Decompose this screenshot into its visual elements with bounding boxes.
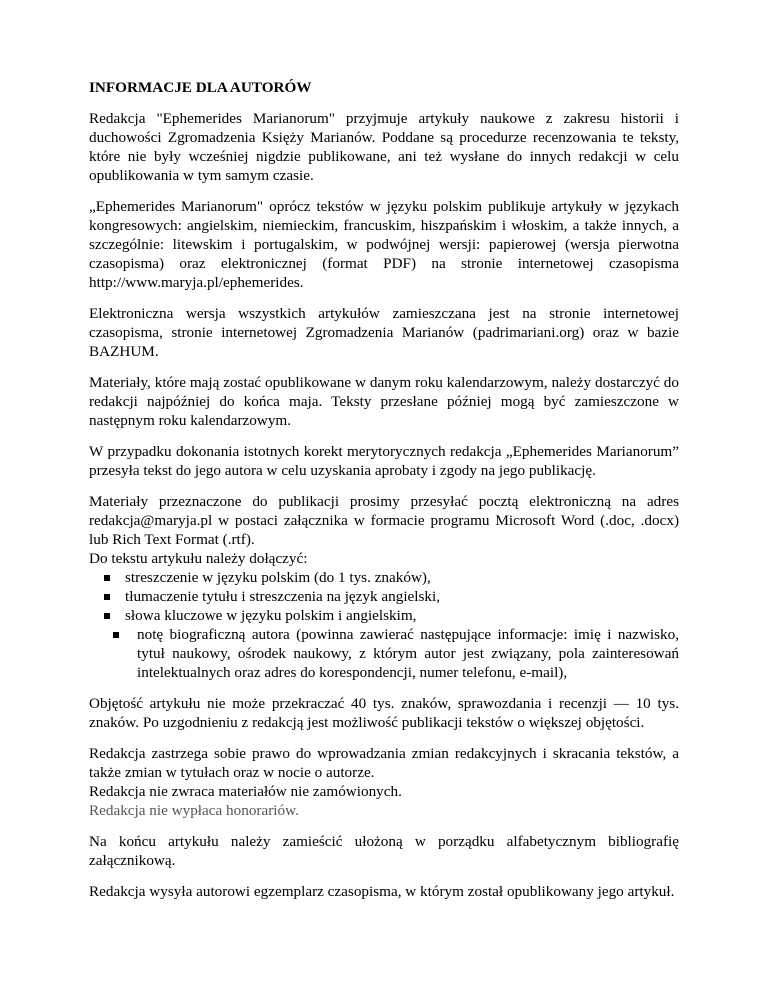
list-item: tłumaczenie tytułu i streszczenia na język angielski, xyxy=(89,587,679,606)
document-title: INFORMACJE DLA AUTORÓW xyxy=(89,79,312,96)
electronic-version-paragraph: Elektroniczna wersja wszystkich artykułów zamieszczana jest na stronie internetowej czasopisma, stronie internetowej Zgromadzenia Marianów (padrimariani.org) oraz w bazie BAZHUM. xyxy=(89,305,679,360)
document-page xyxy=(89,78,679,913)
list-item: słowa kluczowe w języku polskim i angielskim, xyxy=(89,606,679,625)
intro-paragraph: Redakcja "Ephemerides Marianorum" przyjmuje artykuły naukowe z zakresu historii i duchowości Zgromadzenia Księży Marianów. Poddane są procedurze recenzowania te teksty, które nie były wcześniej nigdzie publikowane, ani też wysłane do innych redakcji w celu opublikowania w tym samym czasie. xyxy=(89,110,679,184)
submission-paragraph: Materiały przeznaczone do publikacji prosimy przesyłać pocztą elektroniczną na adres redakcja@maryja.pl w postaci załącznika w formacie programu Microsoft Word (.doc, .docx) lub Rich Text Format (.rtf). xyxy=(89,493,679,548)
deadline-paragraph: Materiały, które mają zostać opublikowane w danym roku kalendarzowym, należy dostarczyć do redakcji najpóźniej do końca maja. Teksty przesłane później mogą być zamieszczone w następnym roku kalendarzowym. xyxy=(89,374,679,429)
corrections-paragraph: W przypadku dokonania istotnych korekt merytorycznych redakcja „Ephemerides Marianorum” przesyła tekst do jego autora w celu uzyskania aprobaty i zgody na jego publikację. xyxy=(89,443,679,479)
list-item: notę biograficzną autora (powinna zawierać następujące informacje: imię i nazwisko, tytuł naukowy, ośrodek naukowy, z którym autor jest związany, pola zainteresowań intelektualnych oraz adres do korespondencji, numer telefonu, e-mail), xyxy=(89,625,679,682)
author-copy-paragraph: Redakcja wysyła autorowi egzemplarz czasopisma, w którym został opublikowany jego artykuł. xyxy=(89,883,675,900)
languages-paragraph: „Ephemerides Marianorum" oprócz tekstów w języku polskim publikuje artykuły w językach kongresowych: angielskim, niemieckim, francuskim, hiszpańskim i włoskim, a także innych, a szczególnie: litewskim i portugalskim, w podwójnej wersji: papierowej (wersja pierwotna czasopisma) oraz elektronicznej (format PDF) na stronie internetowej czasopisma http://www.maryja.pl/ephemerides. xyxy=(89,198,679,291)
editorial-no-fees: Redakcja nie wypłaca honorariów. xyxy=(89,802,299,819)
bibliography-paragraph: Na końcu artykułu należy zamieścić ułożoną w porządku alfabetycznym bibliografię załącznikową. xyxy=(89,833,679,869)
editorial-block xyxy=(89,744,679,820)
attachments-intro: Do tekstu artykułu należy dołączyć: xyxy=(89,550,308,567)
length-paragraph: Objętość artykułu nie może przekraczać 40 tys. znaków, sprawozdania i recenzji — 10 tys. znaków. Po uzgodnieniu z redakcją jest możliwość publikacji tekstów o większej objętości. xyxy=(89,695,679,731)
list-item: streszczenie w języku polskim (do 1 tys. znaków), xyxy=(89,568,679,587)
attachments-list xyxy=(89,568,679,682)
editorial-rights: Redakcja zastrzega sobie prawo do wprowadzania zmian redakcyjnych i skracania tekstów, a także zmian w tytułach oraz w nocie o autorze. xyxy=(89,745,679,781)
editorial-no-return: Redakcja nie zwraca materiałów nie zamówionych. xyxy=(89,783,402,800)
